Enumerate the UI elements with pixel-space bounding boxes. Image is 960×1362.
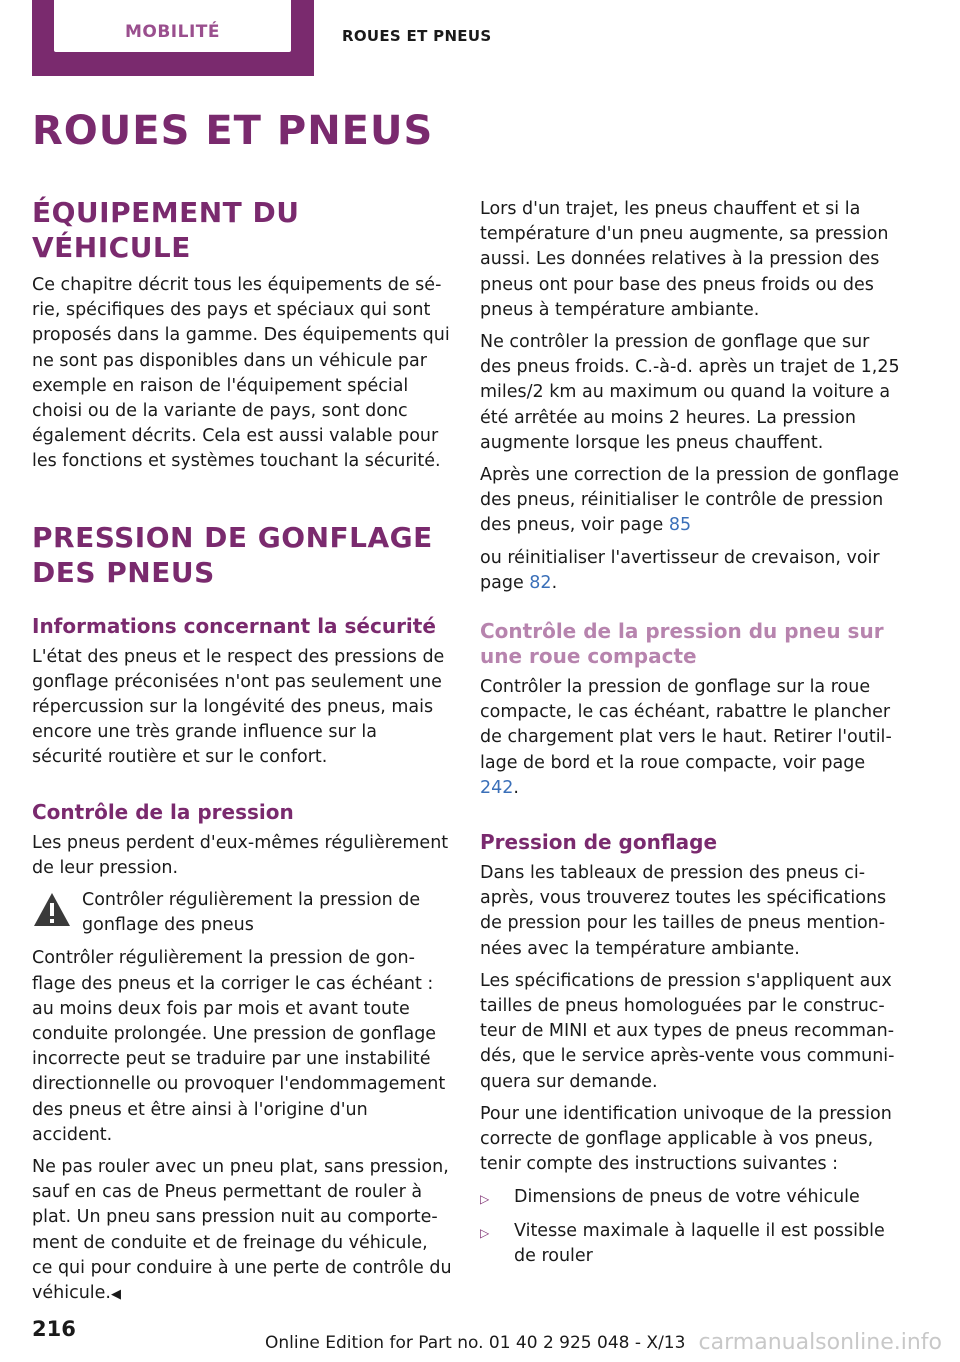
right-para-2: Ne contrôler la pression de gonflage que sur des pneus froids. C.-à-d. après un trajet de 1,25 miles/2 km au maximum ou quand la voiture a été arrêtée au moins 2 heures. La pression augmente lorsque les pneus chauffent. — [480, 332, 900, 453]
safety-text: L'état des pneus et le respect des pressions de gonflage préconisées n'ont pas seulement une répercussion sur la longévité des pneus, mais encore une très grande influence sur la sécurité routière et sur le confort. — [32, 646, 445, 768]
compact-heading: Contrôle de la pression du pneu sur une roue compacte — [480, 619, 884, 669]
list-item — [480, 1185, 900, 1212]
warning-block — [32, 888, 452, 938]
watermark: carmanualsonline.info — [698, 1330, 942, 1355]
list-item-text: Vitesse maximale à laquelle il est possible de rouler — [514, 1220, 885, 1266]
inflation-heading: Pression de gonflage — [480, 830, 718, 855]
check-para-3: Ne pas rouler avec un pneu plat, sans pression, sauf en cas de Pneus permettant de rouler à plat. Un pneu sans pression nuit au comportement de conduite et de freinage du véhicule, ce qui pour conduire à une perte de contrôle du véhicule.◀ — [32, 1157, 452, 1304]
check-text: Les pneus perdent d'eux-mêmes régulièrement de leur pression. — [32, 832, 449, 878]
end-mark-icon: ◀ — [110, 1287, 121, 1303]
pressure-heading: PRESSION DE GONFLAGE DES PNEUS — [32, 520, 433, 589]
inflation-para-1: Dans les tableaux de pression des pneus ci-après, vous trouverez toutes les spécifications de pression pour les tailles de pneus mentionnées avec la température ambiante. — [480, 863, 887, 959]
triangle-bullet-icon: ▷ — [480, 1225, 490, 1240]
equipment-text: Ce chapitre décrit tous les équipements de série, spécifiques des pays et spéciaux qui sont proposés dans la gamme. Des équipements qui ne sont pas disponibles dans un véhicule par exemple en raison de l'équipement spécial choisi ou de la variante de pays, sont donc également décrits. Cela est aussi valable pour les fonctions et systèmes touchant la sécurité. — [32, 275, 450, 472]
chapter-tab[interactable] — [32, 0, 314, 76]
list-item — [480, 1219, 900, 1269]
inflation-para-3: Pour une identification univoque de la pression correcte de gonflage applicable à vos pneus, tenir compte des instructions suivantes : — [480, 1103, 892, 1175]
compact-text: Contrôler la pression de gonflage sur la roue compacte, le cas échéant, rabattre le plancher de chargement plat vers le haut. Retirer l'outillage de bord et la roue compacte, voir page 242. — [480, 677, 892, 798]
warning-triangle-icon — [32, 890, 72, 930]
page-link-82[interactable]: 82 — [529, 572, 552, 593]
right-para-4: ou réinitialiser l'avertisseur de crevaison, voir page 82. — [480, 547, 880, 593]
right-para-1: Lors d'un trajet, les pneus chauffent et si la température d'un pneu augmente, sa pression aussi. Les données relatives à la pression des pneus ont pour base des pneus froids ou des pneus à température ambiante. — [480, 199, 889, 320]
right-para-3: Après une correction de la pression de gonflage des pneus, réinitialiser le contrôle de pression des pneus, voir page 85 — [480, 465, 900, 536]
left-column — [32, 195, 452, 1314]
chapter-tab-label: MOBILITÉ — [124, 22, 221, 42]
warning-text: Contrôler régulièrement la pression de gonflage des pneus — [82, 890, 421, 936]
right-column — [480, 197, 900, 1276]
list-item-text: Dimensions de pneus de votre véhicule — [514, 1186, 860, 1207]
triangle-bullet-icon: ▷ — [480, 1191, 490, 1206]
inflation-para-2: Les spécifications de pression s'appliquent aux tailles de pneus homologuées par le constructeur de MINI et aux types de pneus recommandés, que le service après-vente vous communiquera sur demande. — [480, 970, 895, 1092]
check-heading: Contrôle de la pression — [32, 799, 294, 824]
chapter-tab-inner — [54, 0, 291, 52]
page-link-85[interactable]: 85 — [668, 515, 692, 536]
page-number: 216 — [32, 1317, 76, 1341]
check-para-2: Contrôler régulièrement la pression de gonflage des pneus et la corriger le cas échéant : au moins deux fois par mois et avant toute conduite prolongée. Une pression de gonflage incorrecte peut se traduire par une instabilité directionnelle ou provoquer l'endommagement des pneus et être ainsi à l'origine d'un accident. — [32, 948, 446, 1145]
page-link-242[interactable]: 242 — [480, 777, 514, 798]
section-header: ROUES ET PNEUS — [342, 27, 492, 45]
page-title: ROUES ET PNEUS — [32, 108, 434, 154]
edition-footer: Online Edition for Part no. 01 40 2 925 048 - X/13 — [265, 1333, 686, 1353]
safety-heading: Informations concernant la sécurité — [32, 613, 436, 638]
equipment-heading: ÉQUIPEMENT DU VÉHICULE — [32, 196, 300, 264]
